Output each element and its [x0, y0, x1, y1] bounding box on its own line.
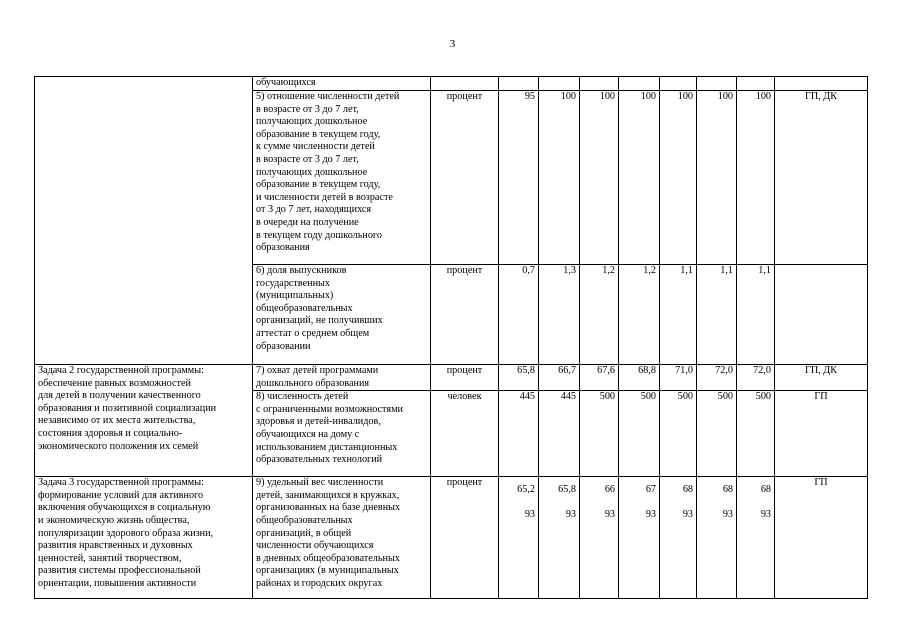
task-cell	[35, 77, 253, 365]
table-row	[35, 477, 868, 599]
value-cell: 500	[619, 391, 660, 477]
unit-cell	[431, 77, 499, 91]
value-cell: 68 93	[697, 477, 737, 599]
value-cell: 71,0	[660, 365, 697, 391]
indicator-cell: 9) удельный вес численности детей, занимающихся в кружках, организованных на базе дневных общеобразовательных организаций, в общей численности обучающихся в дневных общеобразовательных организациях (в муниципальных районах и городских округах	[253, 477, 431, 599]
value-cell: 66,7	[539, 365, 580, 391]
source-cell: ГП	[775, 477, 868, 599]
value-cell: 445	[539, 391, 580, 477]
value-cell: 68 93	[737, 477, 775, 599]
value-cell: 1,2	[619, 265, 660, 365]
value-cell: 500	[697, 391, 737, 477]
value-cell: 1,3	[539, 265, 580, 365]
value-cell: 500	[660, 391, 697, 477]
value-cell	[660, 77, 697, 91]
value-cell: 0,7	[499, 265, 539, 365]
value-cell: 100	[660, 91, 697, 265]
value-cell: 1,2	[580, 265, 619, 365]
value-cell	[539, 77, 580, 91]
value-cell: 68 93	[660, 477, 697, 599]
value-cell	[499, 77, 539, 91]
table-body	[35, 77, 868, 599]
value-cell: 100	[737, 91, 775, 265]
value-cell: 72,0	[697, 365, 737, 391]
source-cell: ГП, ДК	[775, 91, 868, 265]
value-cell: 65,8 93	[539, 477, 580, 599]
unit-cell: процент	[431, 91, 499, 265]
value-cell: 1,1	[660, 265, 697, 365]
value-cell: 67 93	[619, 477, 660, 599]
source-cell	[775, 77, 868, 91]
value-cell	[619, 77, 660, 91]
value-cell: 500	[580, 391, 619, 477]
value-cell: 500	[737, 391, 775, 477]
value-cell	[697, 77, 737, 91]
task-cell: Задача 2 государственной программы: обеспечение равных возможностей для детей в получении качественного образования и позитивной социализации независимо от их места жительства, состояния здоровья и социально- экономического положения их семей	[35, 365, 253, 477]
value-cell: 100	[580, 91, 619, 265]
indicator-cell: 6) доля выпускников государственных (муниципальных) общеобразовательных организаций, не получивших аттестат о среднем общем образовании	[253, 265, 431, 365]
value-cell: 100	[539, 91, 580, 265]
indicator-cell: 5) отношение численности детей в возрасте от 3 до 7 лет, получающих дошкольное образование в текущем году, к сумме численности детей в возрасте от 3 до 7 лет, получающих дошкольное образование в текущем году, и численности детей в возрасте от 3 до 7 лет, находящихся в очереди на получение в текущем году дошкольного образования	[253, 91, 431, 265]
value-cell: 100	[619, 91, 660, 265]
source-cell	[775, 265, 868, 365]
unit-cell: процент	[431, 365, 499, 391]
value-cell: 66 93	[580, 477, 619, 599]
task-cell: Задача 3 государственной программы: формирование условий для активного включения обучающихся в социальную и экономическую жизнь общества, популяризации здорового образа жизни, развития нравственных и духовных ценностей, занятий творчеством, развития системы профессиональной ориентации, повышения активности	[35, 477, 253, 599]
value-cell: 65,2 93	[499, 477, 539, 599]
indicator-cell: 8) численность детей с ограниченными возможностями здоровья и детей-инвалидов, обучающихся на дому с использованием дистанционных образовательных технологий	[253, 391, 431, 477]
value-cell	[580, 77, 619, 91]
value-cell: 65,8	[499, 365, 539, 391]
indicator-cell: 7) охват детей программами дошкольного образования	[253, 365, 431, 391]
table-row	[35, 365, 868, 391]
source-cell: ГП, ДК	[775, 365, 868, 391]
page-number: 3	[449, 38, 456, 50]
value-cell: 1,1	[697, 265, 737, 365]
value-cell: 72,0	[737, 365, 775, 391]
value-cell: 100	[697, 91, 737, 265]
unit-cell: процент	[431, 477, 499, 599]
value-cell: 1,1	[737, 265, 775, 365]
indicator-cell: обучающихся	[253, 77, 431, 91]
indicators-table	[34, 76, 868, 599]
value-cell: 67,6	[580, 365, 619, 391]
table-row	[35, 77, 868, 91]
value-cell: 68,8	[619, 365, 660, 391]
unit-cell: процент	[431, 265, 499, 365]
value-cell: 95	[499, 91, 539, 265]
value-cell	[737, 77, 775, 91]
source-cell: ГП	[775, 391, 868, 477]
unit-cell: человек	[431, 391, 499, 477]
value-cell: 445	[499, 391, 539, 477]
